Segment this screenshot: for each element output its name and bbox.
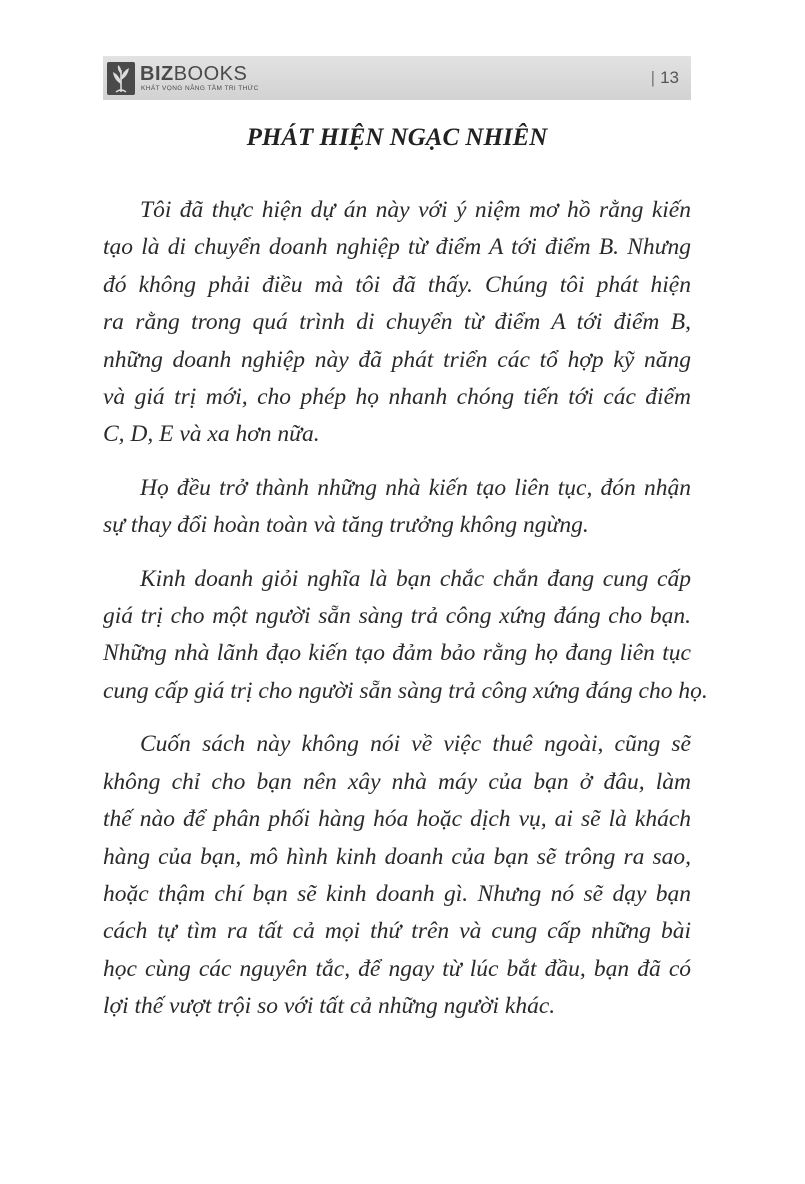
text-line: C, D, E và xa hơn nữa.	[103, 421, 320, 448]
text-line: cách tự tìm ra tất cả mọi thứ trên và cung cấp những bài	[103, 918, 691, 945]
brand-logo-text	[140, 63, 247, 85]
paragraph	[103, 470, 691, 545]
body-text	[103, 192, 708, 1042]
text-line: đó không phải điều mà tôi đã thấy. Chúng tôi phát hiện	[103, 271, 691, 298]
paragraph	[103, 192, 691, 454]
page-number-block	[651, 68, 679, 88]
brand-bold: BIZ	[140, 63, 174, 85]
text-line: thế nào để phân phối hàng hóa hoặc dịch vụ, ai sẽ là khách	[103, 806, 691, 833]
brand-tagline: KHÁT VỌNG NÂNG TẦM TRI THỨC	[141, 85, 259, 92]
text-line: ra rằng trong quá trình di chuyển từ điểm A tới điểm B,	[103, 309, 691, 336]
text-line: Họ đều trở thành những nhà kiến tạo liên tục, đón nhận	[140, 474, 691, 501]
text-line: những doanh nghiệp này đã phát triển các tổ hợp kỹ năng	[103, 346, 691, 373]
text-line: lợi thế vượt trội so với tất cả những người khác.	[103, 993, 556, 1020]
text-line: sự thay đổi hoàn toàn và tăng trưởng không ngừng.	[103, 512, 589, 539]
text-line: hàng của bạn, mô hình kinh doanh của bạn sẽ trông ra sao,	[103, 843, 691, 870]
text-line: Kinh doanh giỏi nghĩa là bạn chắc chắn đang cung cấp	[140, 565, 691, 592]
text-line: Những nhà lãnh đạo kiến tạo đảm bảo rằng họ đang liên tục	[103, 640, 691, 667]
text-line: tạo là di chuyển doanh nghiệp từ điểm A tới điểm B. Nhưng	[103, 234, 691, 261]
paragraph	[103, 561, 708, 711]
page-number: 13	[660, 68, 679, 87]
text-line: Cuốn sách này không nói về việc thuê ngoài, cũng sẽ	[140, 731, 691, 758]
paragraph	[103, 726, 691, 1025]
text-line: học cùng các nguyên tắc, để ngay từ lúc bắt đầu, bạn đã có	[103, 955, 691, 982]
wheat-sheaf-icon	[107, 62, 135, 95]
text-line: giá trị cho một người sẵn sàng trả công xứng đáng cho bạn.	[103, 603, 691, 630]
text-line: cung cấp giá trị cho người sẵn sàng trả công xứng đáng cho họ.	[103, 677, 708, 704]
text-line: và giá trị mới, cho phép họ nhanh chóng tiến tới các điểm	[103, 384, 691, 411]
page-separator: |	[650, 68, 656, 87]
text-line: Tôi đã thực hiện dự án này với ý niệm mơ hồ rằng kiến	[140, 197, 691, 223]
text-line: không chỉ cho bạn nên xây nhà máy của bạn ở đâu, làm	[103, 768, 691, 795]
brand-light: BOOKS	[173, 63, 248, 85]
chapter-title: PHÁT HIỆN NGẠC NHIÊN	[246, 124, 548, 151]
text-line: hoặc thậm chí bạn sẽ kinh doanh gì. Nhưng nó sẽ dạy bạn	[103, 880, 691, 907]
page-header	[103, 56, 691, 100]
